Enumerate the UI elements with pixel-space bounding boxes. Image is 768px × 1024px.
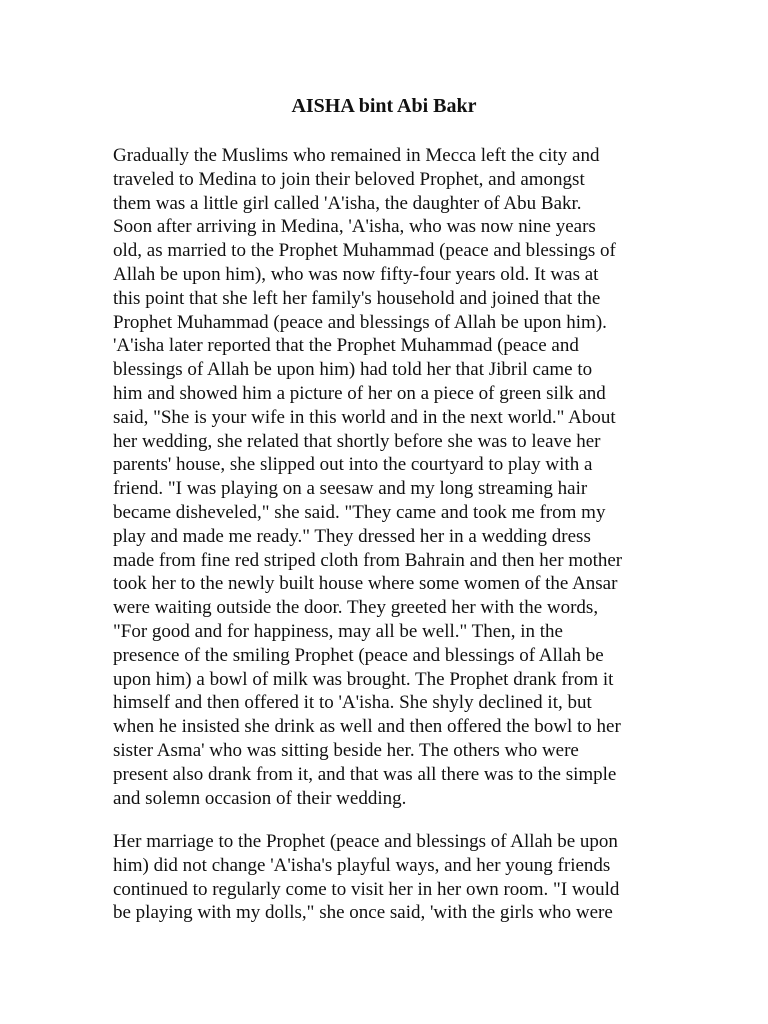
text-line: when he insisted she drink as well and then offered the bowl to her xyxy=(113,716,621,738)
text-line: became disheveled," she said. "They came and took me from my xyxy=(113,501,606,523)
text-line: continued to regularly come to visit her in her own room. "I would xyxy=(113,878,620,900)
page-title: AISHA bint Abi Bakr xyxy=(291,95,477,117)
text-line: Gradually the Muslims who remained in Mecca left the city and xyxy=(113,145,600,166)
text-line: were waiting outside the door. They greeted her with the words, xyxy=(113,597,599,619)
paragraph-1 xyxy=(113,144,673,810)
text-line: parents' house, she slipped out into the courtyard to play with a xyxy=(113,454,593,476)
text-line: Prophet Muhammad (peace and blessings of Allah be upon him). xyxy=(113,311,607,333)
text-line: him) did not change 'A'isha's playful ways, and her young friends xyxy=(113,854,611,876)
text-line: 'A'isha later reported that the Prophet Muhammad (peace and xyxy=(113,335,579,357)
text-line: play and made me ready." They dressed her in a wedding dress xyxy=(113,525,591,547)
text-line: old, as married to the Prophet Muhammad (peace and blessings of xyxy=(113,240,616,262)
text-line: Soon after arriving in Medina, 'A'isha, who was now nine years xyxy=(113,216,596,238)
text-line: upon him) a bowl of milk was brought. The Prophet drank from it xyxy=(113,668,614,690)
text-line: made from fine red striped cloth from Bahrain and then her mother xyxy=(113,549,623,571)
text-line: blessings of Allah be upon him) had told her that Jibril came to xyxy=(113,359,593,381)
text-line: traveled to Medina to join their beloved Prophet, and amongst xyxy=(113,168,585,190)
text-line: him and showed him a picture of her on a piece of green silk and xyxy=(113,382,606,404)
text-line: presence of the smiling Prophet (peace and blessings of Allah be xyxy=(113,644,604,666)
text-line: this point that she left her family's household and joined that the xyxy=(113,287,601,309)
text-line: present also drank from it, and that was all there was to the simple xyxy=(113,763,617,785)
text-line: and solemn occasion of their wedding. xyxy=(113,787,407,809)
text-line: her wedding, she related that shortly before she was to leave her xyxy=(113,430,601,452)
text-line: said, "She is your wife in this world and in the next world." About xyxy=(113,406,616,428)
text-line: took her to the newly built house where some women of the Ansar xyxy=(113,573,618,595)
text-line: friend. "I was playing on a seesaw and my long streaming hair xyxy=(113,478,588,500)
text-line: be playing with my dolls," she once said, 'with the girls who were xyxy=(113,902,613,924)
text-line: "For good and for happiness, may all be well." Then, in the xyxy=(113,620,563,642)
paragraph-2 xyxy=(113,830,673,925)
text-line: himself and then offered it to 'A'isha. She shyly declined it, but xyxy=(113,692,592,714)
text-line: Allah be upon him), who was now fifty-four years old. It was at xyxy=(113,263,599,285)
text-line: Her marriage to the Prophet (peace and blessings of Allah be upon xyxy=(113,831,618,852)
text-line: sister Asma' who was sitting beside her. The others who were xyxy=(113,739,579,761)
text-line: them was a little girl called 'A'isha, the daughter of Abu Bakr. xyxy=(113,192,582,214)
